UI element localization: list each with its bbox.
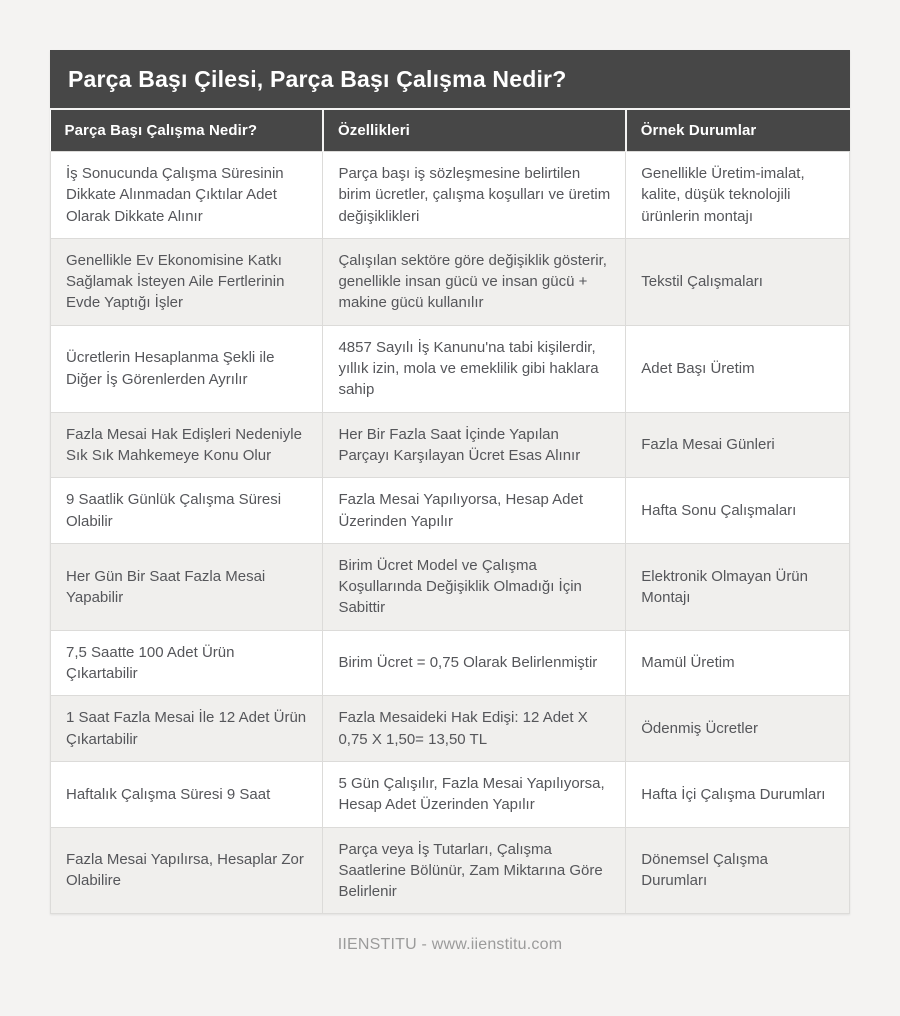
table-cell-what: Haftalık Çalışma Süresi 9 Saat (51, 761, 323, 827)
table-cell-what: İş Sonucunda Çalışma Süresinin Dikkate Alınmadan Çıktılar Adet Olarak Dikkate Alınır (51, 152, 323, 239)
table-cell-examples: Adet Başı Üretim (626, 325, 850, 412)
table-cell-examples: Fazla Mesai Günleri (626, 412, 850, 478)
table-row (51, 238, 850, 325)
table-cell-what: 1 Saat Fazla Mesai İle 12 Adet Ürün Çıkartabilir (51, 696, 323, 762)
table-cell-examples: Elektronik Olmayan Ürün Montajı (626, 543, 850, 630)
table-cell-features: Çalışılan sektöre göre değişiklik gösterir, genellikle insan gücü ve insan gücü + makine gücü kullanılır (323, 238, 626, 325)
column-header-features: Özellikleri (323, 110, 626, 152)
table-row (51, 412, 850, 478)
table-cell-features: Birim Ücret = 0,75 Olarak Belirlenmiştir (323, 630, 626, 696)
table-row (51, 696, 850, 762)
table-row (51, 827, 850, 914)
table-cell-features: Fazla Mesaideki Hak Edişi: 12 Adet X 0,75 X 1,50= 13,50 TL (323, 696, 626, 762)
table-row (51, 325, 850, 412)
table-cell-what: 7,5 Saatte 100 Adet Ürün Çıkartabilir (51, 630, 323, 696)
page-title: Parça Başı Çilesi, Parça Başı Çalışma Nedir? (50, 50, 850, 110)
table-cell-features: Parça veya İş Tutarları, Çalışma Saatlerine Bölünür, Zam Miktarına Göre Belirlenir (323, 827, 626, 914)
table-cell-features: Birim Ücret Model ve Çalışma Koşullarında Değişiklik Olmadığı İçin Sabittir (323, 543, 626, 630)
table-cell-what: Fazla Mesai Yapılırsa, Hesaplar Zor Olabilire (51, 827, 323, 914)
table-row (51, 630, 850, 696)
table-cell-examples: Dönemsel Çalışma Durumları (626, 827, 850, 914)
footer-credit: IIENSTITU - www.iienstitu.com (337, 936, 563, 954)
table-cell-features: Her Bir Fazla Saat İçinde Yapılan Parçayı Karşılayan Ücret Esas Alınır (323, 412, 626, 478)
table-cell-what: Her Gün Bir Saat Fazla Mesai Yapabilir (51, 543, 323, 630)
table-cell-examples: Genellikle Üretim-imalat, kalite, düşük teknolojili ürünlerin montajı (626, 152, 850, 239)
table-cell-examples: Hafta Sonu Çalışmaları (626, 478, 850, 544)
table-cell-examples: Hafta İçi Çalışma Durumları (626, 761, 850, 827)
column-header-examples: Örnek Durumlar (626, 110, 850, 152)
data-table (50, 110, 850, 914)
table-cell-features: 5 Gün Çalışılır, Fazla Mesai Yapılıyorsa, Hesap Adet Üzerinden Yapılır (323, 761, 626, 827)
table-cell-examples: Ödenmiş Ücretler (626, 696, 850, 762)
table-cell-examples: Mamül Üretim (626, 630, 850, 696)
table-row (51, 543, 850, 630)
table-cell-features: Parça başı iş sözleşmesine belirtilen birim ücretler, çalışma koşulları ve üretim değişiklikleri (323, 152, 626, 239)
table-header-row (51, 110, 850, 152)
table-cell-what: 9 Saatlik Günlük Çalışma Süresi Olabilir (51, 478, 323, 544)
column-header-what: Parça Başı Çalışma Nedir? (51, 110, 323, 152)
table-row (51, 152, 850, 239)
table-row (51, 761, 850, 827)
table-cell-features: 4857 Sayılı İş Kanunu'na tabi kişilerdir, yıllık izin, mola ve emeklilik gibi haklara sahip (323, 325, 626, 412)
content-card (50, 50, 850, 914)
table-cell-what: Ücretlerin Hesaplanma Şekli ile Diğer İş Görenlerden Ayrılır (51, 325, 323, 412)
table-cell-what: Genellikle Ev Ekonomisine Katkı Sağlamak İsteyen Aile Fertlerinin Evde Yaptığı İşler (51, 238, 323, 325)
table-cell-features: Fazla Mesai Yapılıyorsa, Hesap Adet Üzerinden Yapılır (323, 478, 626, 544)
table-cell-what: Fazla Mesai Hak Edişleri Nedeniyle Sık Sık Mahkemeye Konu Olur (51, 412, 323, 478)
table-cell-examples: Tekstil Çalışmaları (626, 238, 850, 325)
table-body (51, 152, 850, 914)
table-row (51, 478, 850, 544)
